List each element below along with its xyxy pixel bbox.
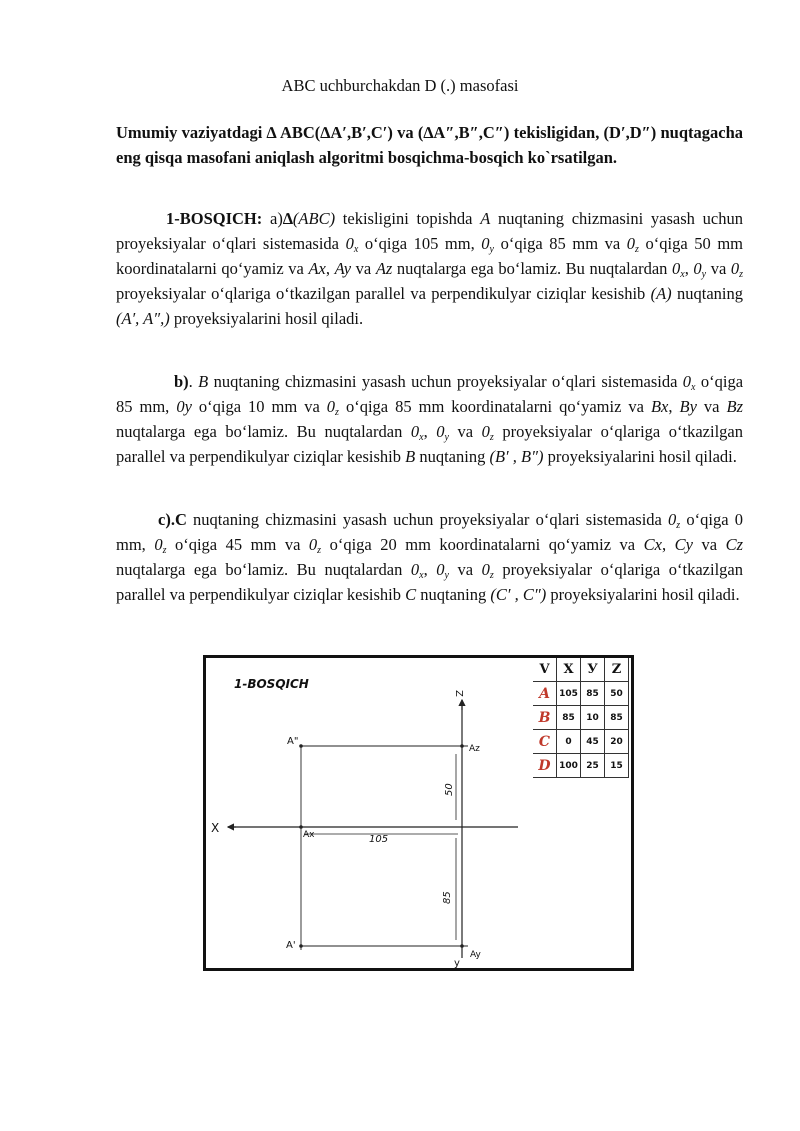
axis-oz: 0 [481, 422, 490, 441]
intro-paragraph: Umumiy vaziyatdagi ∆ ABC(∆A′,B′,C′) va (∆A″,B″,C″) tekisligidan, (D′,D″) nuqtagacha eng qisqa masofani aniqlash algoritmi bosqichma-bosqich ko`rsatilgan. [116, 123, 743, 167]
text: nuqtaning chizmasini yasash uchun proyeksiyalar o‘qlari sistemasida [208, 372, 683, 391]
text: nuqtaning chizmasini yasash uchun proyeksiyalar o‘qlari sistemasida [116, 209, 743, 253]
axis-oy: 0 [693, 259, 702, 278]
text: proyeksiyalar o‘qlariga o‘tkazilgan parallel va perpendikulyar ciziqlar kesishib [116, 422, 743, 466]
text: , [325, 259, 335, 278]
point-a-paren: (A) [650, 284, 672, 303]
text: va [448, 422, 482, 441]
axis-ox: 0 [345, 234, 354, 253]
dim-105-label: 105 [369, 834, 389, 845]
table-cell-y: 45 [581, 730, 605, 754]
step1-paragraph-b [116, 369, 743, 469]
axis-oy: 0y [176, 397, 192, 416]
point-cz: Cz [725, 535, 743, 554]
axis-sub: y [489, 244, 494, 255]
label-az: Az [469, 744, 480, 754]
table-cell-z: 15 [605, 754, 629, 778]
point-b: B [198, 372, 209, 391]
axis-sub: y [444, 570, 449, 581]
text: va [692, 535, 726, 554]
coordinates-table [533, 658, 629, 778]
point-ax-mark [299, 825, 303, 829]
text: . [188, 372, 199, 391]
axis-sub: z [317, 545, 322, 556]
text: proyeksiyalar o‘qlariga o‘tkazilgan parallel va perpendikulyar ciziqlar kesishib [116, 284, 651, 303]
axis-oz: 0 [481, 560, 490, 579]
axis-oy: 0 [436, 422, 445, 441]
table-cell-x: 0 [557, 730, 581, 754]
axis-sub: y [444, 432, 449, 443]
text: o‘qiga 10 mm va [191, 397, 327, 416]
point-ay-mark [460, 944, 464, 948]
label-ay: Ay [470, 950, 481, 960]
table-cell-point: D [533, 754, 557, 778]
table-header-cell: V [533, 658, 557, 682]
point-c: C [405, 585, 417, 604]
text: nuqtalarga ega bo‘lamiz. Bu nuqtalardan [116, 560, 411, 579]
axis-oy: 0 [481, 234, 490, 253]
axis-sub: z [335, 407, 339, 418]
item-c-label: c).C [158, 510, 187, 529]
axis-sub: z [676, 520, 681, 531]
text: proyeksiyalarini hosil qiladi. [543, 447, 737, 466]
text: nuqtaning [416, 585, 491, 604]
plane-abc: (ABC) [292, 209, 336, 228]
y-axis-label: y [454, 958, 460, 968]
text: proyeksiyalarini hosil qiladi. [546, 585, 740, 604]
text: o‘qiga 20 mm koordinatalarni qo‘yamiz va [321, 535, 644, 554]
table-cell-x: 105 [557, 682, 581, 706]
axis-sub: x [691, 382, 696, 393]
point-az: Az [375, 259, 393, 278]
text: , [661, 535, 675, 554]
step1-paragraph-a [116, 206, 743, 331]
axis-sub: z [489, 432, 494, 443]
table-cell-point: B [533, 706, 557, 730]
axis-oz: 0 [730, 259, 740, 278]
text: o‘qiga 50 mm koordinatalarni qo‘yamiz va [116, 234, 743, 278]
axis-ox: 0 [410, 422, 420, 441]
text: , [423, 422, 437, 441]
point-ax: Ax [308, 259, 326, 278]
item-b-label: b) [174, 372, 189, 391]
text: va [696, 397, 727, 416]
table-cell-x: 100 [557, 754, 581, 778]
text: , [423, 560, 437, 579]
point-cx: Cx [643, 535, 662, 554]
point-b: B [405, 447, 416, 466]
axis-sub: z [739, 269, 744, 280]
table-cell-y: 85 [581, 682, 605, 706]
table-header-row [533, 658, 629, 682]
point-a: A [480, 209, 491, 228]
z-axis-label: Z [453, 690, 464, 697]
point-az-mark [460, 744, 464, 748]
point-c-projections: (C′ , C″) [490, 585, 547, 604]
table-cell-z: 20 [605, 730, 629, 754]
table-cell-y: 10 [581, 706, 605, 730]
figure-title: 1-BOSQICH [234, 677, 309, 691]
axis-oz: 0 [668, 510, 677, 529]
axis-sub: z [162, 545, 167, 556]
text: nuqtaning [415, 447, 490, 466]
axis-ox: 0 [410, 560, 420, 579]
axis-oz: 0 [326, 397, 336, 416]
text: , [668, 397, 680, 416]
table-header-cell: У [581, 658, 605, 682]
text: nuqtalarga ega bo‘lamiz. Bu nuqtalardan [392, 259, 672, 278]
text: o‘qiga 105 mm, [358, 234, 482, 253]
table-cell-point: A [533, 682, 557, 706]
axis-ox: 0 [672, 259, 681, 278]
point-a2-mark [299, 744, 303, 748]
label-a1: A' [286, 940, 296, 951]
point-bz: Bz [726, 397, 743, 416]
point-ay: Ay [334, 259, 352, 278]
axis-sub: x [353, 244, 359, 255]
axis-oz: 0 [626, 234, 636, 253]
axis-sub: x [419, 570, 424, 581]
axis-sub: x [680, 269, 685, 280]
x-axis-label: X [211, 821, 220, 835]
point-bx: Bx [650, 397, 669, 416]
axis-sub: x [419, 432, 424, 443]
text: tekisligini topishda [335, 209, 481, 228]
table-cell-z: 50 [605, 682, 629, 706]
table-row [533, 730, 629, 754]
text: va [448, 560, 482, 579]
dim-85-label: 85 [442, 891, 453, 904]
dim-50-label: 50 [444, 783, 455, 796]
table-cell-y: 25 [581, 754, 605, 778]
text: , [684, 259, 694, 278]
step1-paragraph-c [116, 507, 743, 607]
point-cy: Cy [674, 535, 693, 554]
text: proyeksiyalarini hosil qiladi. [169, 309, 364, 328]
point-by: By [679, 397, 697, 416]
text: o‘qiga 85 mm, [116, 372, 744, 416]
point-a1-mark [299, 944, 303, 948]
axis-oz: 0 [154, 535, 163, 554]
axis-ox: 0 [682, 372, 692, 391]
table-header-cell: X [557, 658, 581, 682]
axis-sub: z [489, 570, 494, 581]
step-label: 1-BOSQICH: [166, 209, 263, 228]
text: o‘qiga 45 mm va [166, 535, 309, 554]
point-b-projections: (B′ , B″) [489, 447, 544, 466]
axis-oz: 0 [308, 535, 318, 554]
text: proyeksiyalar o‘qlariga o‘tkazilgan parallel va perpendikulyar ciziqlar kesishib [116, 560, 743, 604]
table-cell-z: 85 [605, 706, 629, 730]
text: va [706, 259, 731, 278]
text: nuqtaning [671, 284, 743, 303]
text: o‘qiga 0 mm, [116, 510, 743, 554]
delta-symbol: ∆ [282, 209, 293, 228]
table-cell-x: 85 [557, 706, 581, 730]
page-title: ABC uchburchakdan D (.) masofasi [281, 76, 519, 95]
axis-sub: z [635, 244, 639, 255]
label-ax: Ax [303, 830, 315, 840]
table-row [533, 682, 629, 706]
item-a-prefix: a) [262, 209, 283, 228]
table-row [533, 706, 629, 730]
text: nuqtalarga ega bo‘lamiz. Bu nuqtalardan [116, 422, 411, 441]
text: nuqtaning chizmasini yasash uchun proyeksiyalar o‘qlari sistemasida [186, 510, 669, 529]
table-row [533, 754, 629, 778]
axis-oy: 0 [436, 560, 445, 579]
text: o‘qiga 85 mm va [494, 234, 627, 253]
axis-sub: y [701, 269, 707, 280]
label-a2: A" [287, 736, 299, 747]
point-a-projections: (A′, A″,) [116, 309, 170, 328]
text: va [351, 259, 376, 278]
table-header-cell: Z [605, 658, 629, 682]
text: o‘qiga 85 mm koordinatalarni qo‘yamiz va [338, 397, 651, 416]
table-cell-point: C [533, 730, 557, 754]
